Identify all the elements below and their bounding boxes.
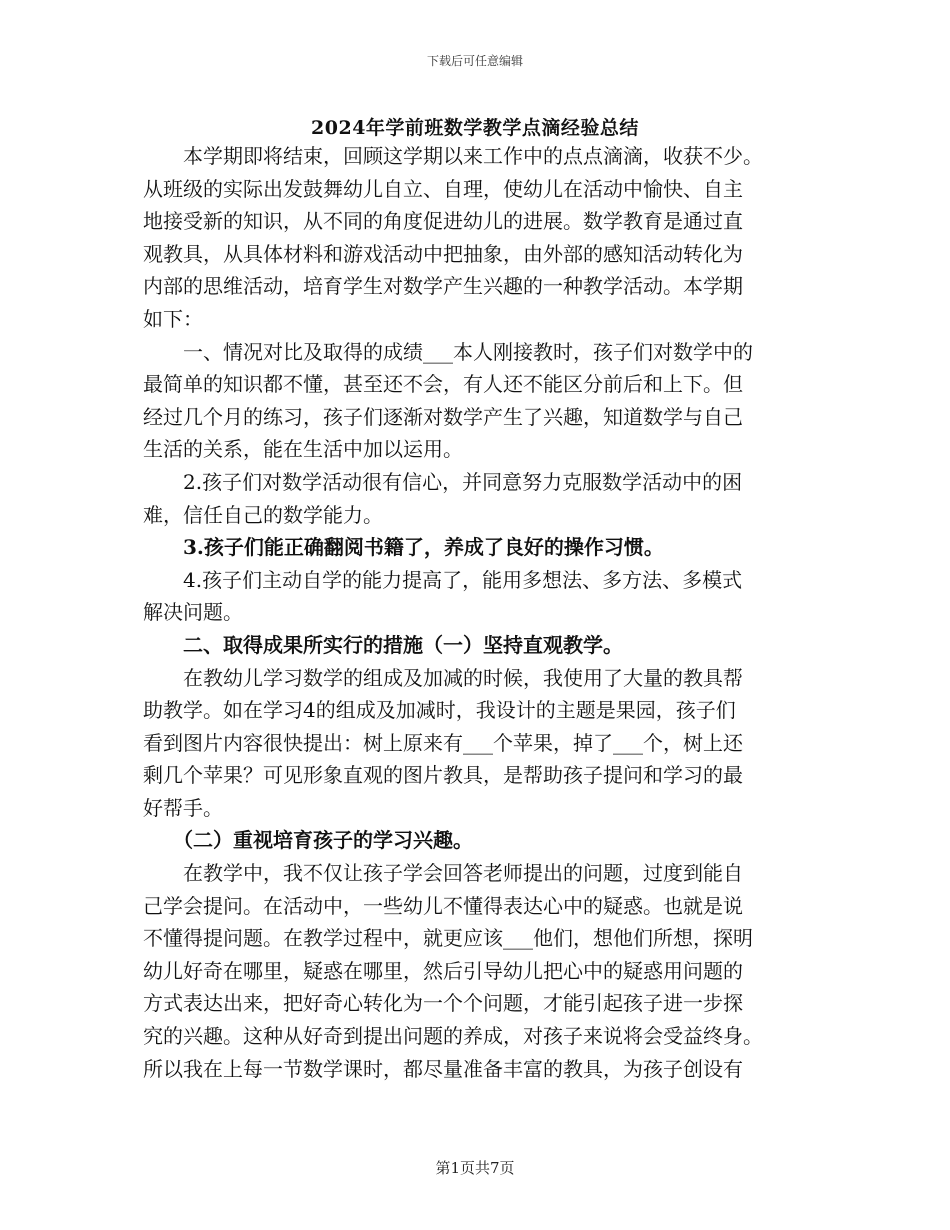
text-line: 方式表达出来，把好奇心转化为一个个问题，才能引起孩子进一步探 [143,991,743,1016]
text-line: 地接受新的知识，从不同的角度促进幼儿的进展。数学教育是通过直 [143,209,743,234]
document-body [143,140,813,1085]
text-line: 解决问题。 [143,600,243,625]
text-line: 生活的关系，能在生活中加以运用。 [143,437,463,462]
text-line: 从班级的实际出发鼓舞幼儿自立、自理，使幼儿在活动中愉快、自主 [143,176,743,201]
text-line: 剩几个苹果？可见形象直观的图片教具，是帮助孩子提问和学习的最 [143,763,743,788]
text-line: 4.孩子们主动自学的能力提高了，能用多想法、多方法、多模式 [143,567,743,592]
text-line: 观教具，从具体材料和游戏活动中把抽象，由外部的感知活动转化为 [143,241,743,266]
text-line: 3.孩子们能正确翻阅书籍了，养成了良好的操作习惯。 [143,535,664,560]
text-line: 如下： [143,306,203,331]
text-line: 己学会提问。在活动中，一些幼儿不懂得表达心中的疑惑。也就是说 [143,893,743,918]
text-line: 二、取得成果所实行的措施（一）坚持直观教学。 [143,632,623,657]
text-line: 在教幼儿学习数学的组成及加减的时候，我使用了大量的教具帮 [143,665,743,690]
text-line: 好帮手。 [143,795,223,820]
text-line: 究的兴趣。这种从好奇到提出问题的养成，对孩子来说将会受益终身。 [143,1024,763,1049]
document-title: 2024年学前班数学教学点滴经验总结 [311,117,639,139]
text-line: 最简单的知识都不懂，甚至还不会，有人还不能区分前后和上下。但 [143,372,743,397]
text-line: 助教学。如在学习4的组成及加减时，我设计的主题是果园，孩子们 [143,698,736,723]
text-line: 2.孩子们对数学活动很有信心，并同意努力克服数学活动中的困 [143,469,743,494]
text-line: 看到图片内容很快提出：树上原来有___个苹果，掉了___个，树上还 [143,730,743,755]
text-line: 幼儿好奇在哪里，疑惑在哪里，然后引导幼儿把心中的疑惑用问题的 [143,958,743,983]
text-line: 内部的思维活动，培育学生对数学产生兴趣的一种教学活动。本学期 [143,274,743,299]
text-line: 本学期即将结束，回顾这学期以来工作中的点点滴滴，收获不少。 [143,144,763,168]
text-line: 一、情况对比及取得的成绩___本人刚接教时，孩子们对数学中的 [143,339,753,364]
text-line: 经过几个月的练习，孩子们逐渐对数学产生了兴趣，知道数学与自己 [143,404,743,429]
text-line: 在教学中，我不仅让孩子学会回答老师提出的问题，过度到能自 [143,861,743,886]
text-line: 所以我在上每一节数学课时，都尽量准备丰富的教具，为孩子创设有 [143,1056,743,1081]
header-note: 下载后可任意编辑 [426,54,523,68]
text-line: 不懂得提问题。在教学过程中，就更应该___他们，想他们所想，探明 [143,926,753,951]
text-line: 难，信任自己的数学能力。 [143,502,383,527]
text-line: （二）重视培育孩子的学习兴趣。 [143,828,473,853]
page-number: 第1页共7页 [435,1159,515,1177]
